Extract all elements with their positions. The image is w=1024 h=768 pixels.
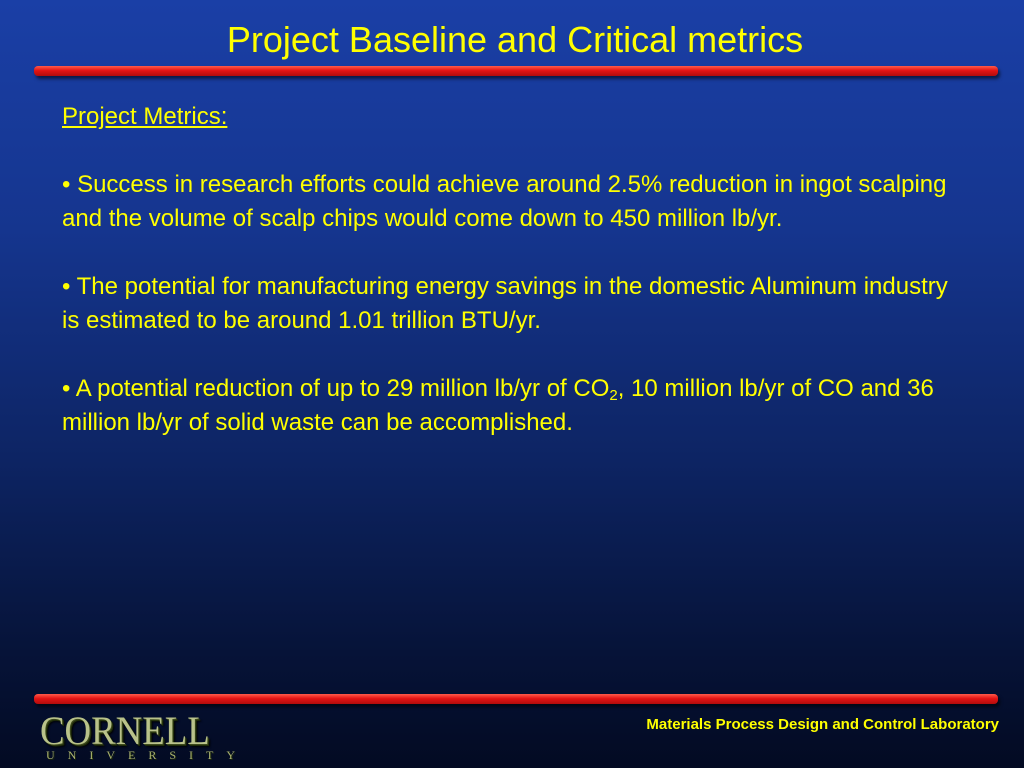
bullet-text-part: , 10 million lb/yr of CO and 36 million lb/yr of solid waste can be accomplished. [62, 375, 934, 436]
bullet-item: • The potential for manufacturing energy savings in the domestic Aluminum industry is estimated to be around 1.01 trillion BTU/yr. [62, 273, 948, 334]
title-divider [34, 66, 998, 76]
bullet-text-part: • A potential reduction of up to 29 million lb/yr of CO [62, 375, 610, 402]
subscript: 2 [609, 387, 618, 404]
footer-divider [34, 694, 998, 704]
slide-content [62, 100, 962, 440]
bullet-item: • Success in research efforts could achieve around 2.5% reduction in ingot scalping and the volume of scalp chips would come down to 450 million lb/yr. [62, 171, 947, 232]
lab-name: Materials Process Design and Control Laboratory [646, 716, 999, 733]
section-heading: Project Metrics: [62, 103, 228, 130]
slide-title: Project Baseline and Critical metrics [226, 19, 804, 60]
logo-wordmark: CORNELL [40, 708, 210, 753]
bullet-item [62, 372, 962, 440]
logo-subtitle: UNIVERSITY [46, 748, 248, 762]
cornell-logo [38, 710, 248, 766]
